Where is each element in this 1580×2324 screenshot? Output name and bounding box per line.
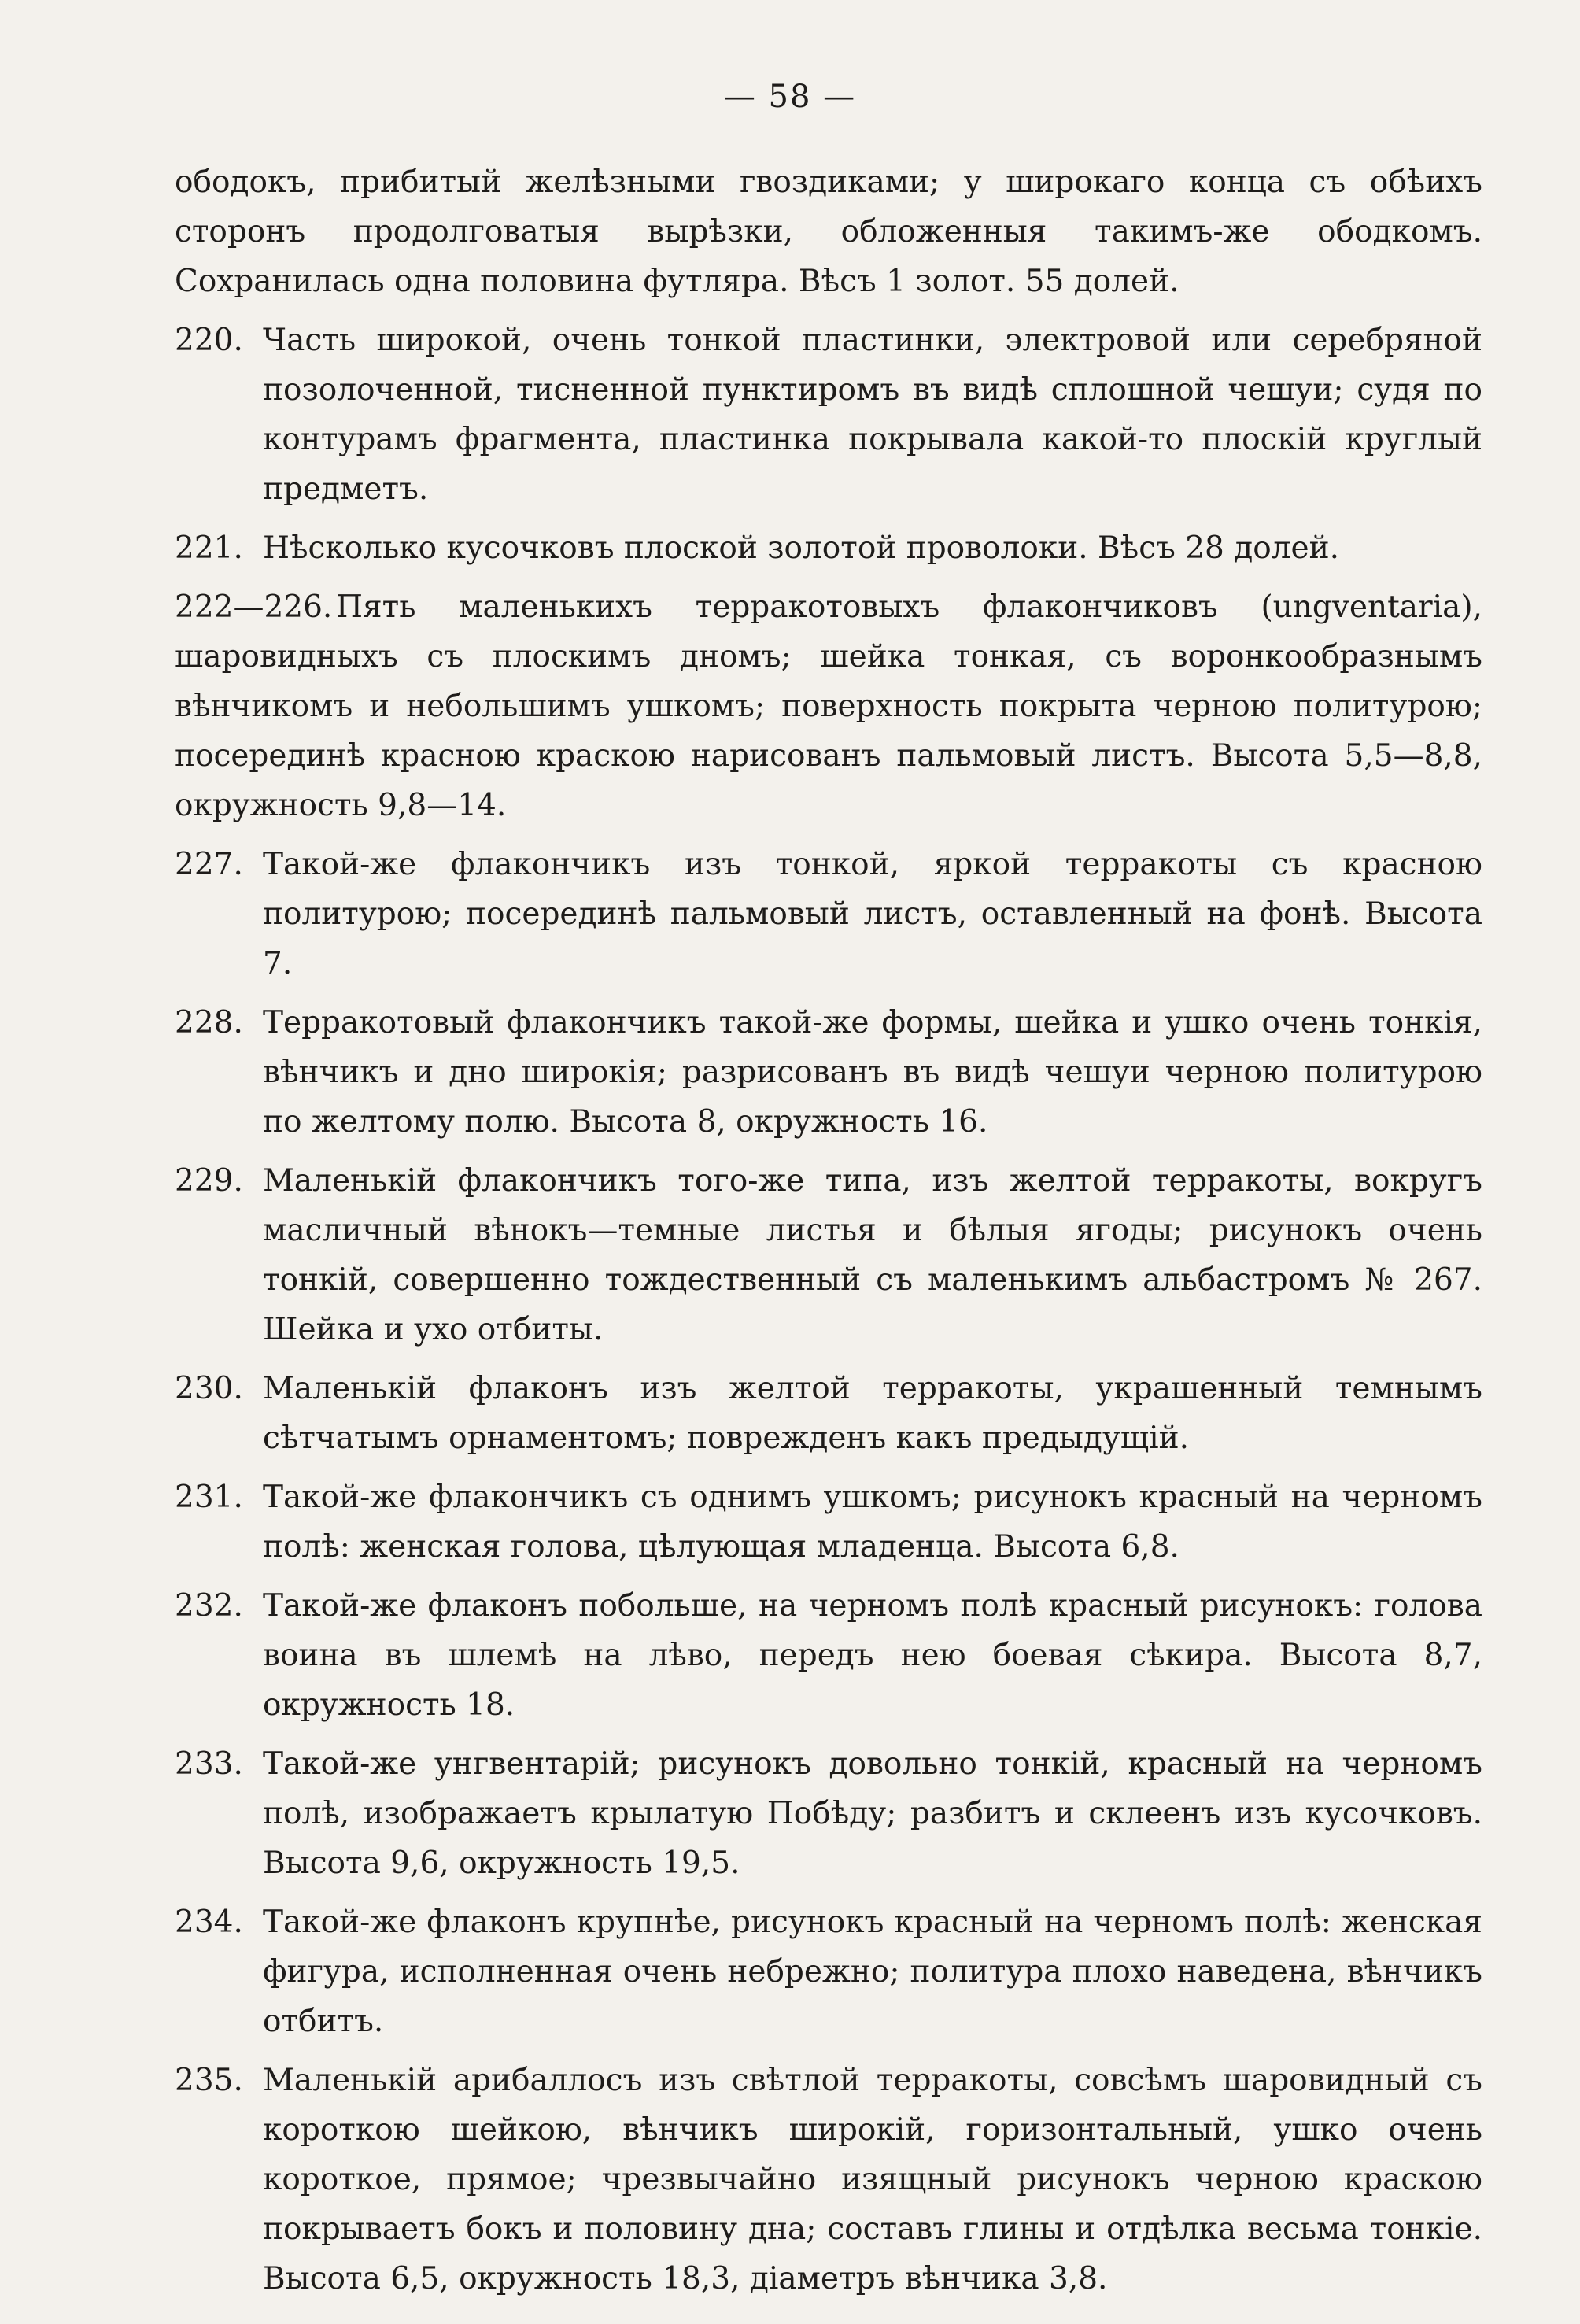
entry-text: Нѣсколько кусочковъ плоской золотой проволоки. Вѣсъ 28 долей. (263, 530, 1340, 566)
entry-text: Такой-же флакончикъ съ однимъ ушкомъ; рисунокъ красный на черномъ полѣ: женская голова, цѣлующая младенца. Высота 6,8. (263, 1480, 1482, 1565)
catalog-entry (175, 1472, 1482, 1572)
entry-text: Маленькій флакончикъ того-же типа, изъ желтой терракоты, вокругъ масличный вѣнокъ—темные листья и бѣлыя ягоды; рисунокъ очень тонкій, совершенно тождественный съ маленькимъ альбастромъ № 267. Шейка и ухо отбиты. (263, 1163, 1482, 1347)
entry-number: 220. (175, 323, 243, 358)
entry-number: 222—226. (175, 589, 333, 625)
entry-number: 228. (175, 1005, 243, 1040)
page-number: — 58 — (723, 79, 857, 115)
entry-text-content: Пять маленькихъ терракотовыхъ флакончиковъ (ungventaria), шаровидныхъ съ плоскимъ дномъ; шейка тонкая, съ воронкообразнымъ вѣнчикомъ и небольшимъ ушкомъ; поверхность покрыта черною политурою; посерединѣ красною краскою нарисованъ пальмовый листъ. Высота 5,5—8,8, окружность 9,8—14. (175, 589, 1482, 823)
entry-text: Такой-же флаконъ крупнѣе, рисунокъ красный на черномъ полѣ: женская фигура, исполненная очень небрежно; политура плохо наведена, вѣнчикъ отбитъ. (263, 1905, 1482, 2039)
entry-text: Часть широкой, очень тонкой пластинки, электровой или серебряной позолоченной, тисненной пунктиромъ въ видѣ сплошной чешуи; судя по контурамъ фрагмента, пластинка покрывала какой-то плоскій круглый предметъ. (263, 323, 1482, 507)
catalog-entry (175, 1739, 1482, 1888)
continued-paragraph: ободокъ, прибитый желѣзными гвоздиками; у широкаго конца съ обѣихъ сторонъ продолговатыя вырѣзки, обложенныя такимъ-же ободкомъ. Сохранилась одна половина футляра. Вѣсъ 1 золот. 55 долей. (175, 164, 1482, 299)
entry-number: 230. (175, 1371, 243, 1406)
catalog-entry (175, 1581, 1482, 1730)
catalog-entry (175, 2056, 1482, 2304)
entry-number: 233. (175, 1746, 243, 1782)
catalog-entry (175, 840, 1482, 988)
entry-number: 221. (175, 530, 243, 566)
entry-number: 232. (175, 1588, 243, 1624)
entry-text: Маленькій флаконъ изъ желтой терракоты, украшенный темнымъ сѣтчатымъ орнаментомъ; поврежденъ какъ предыдущій. (263, 1371, 1482, 1456)
entry-text: Такой-же унгвентарій; рисунокъ довольно тонкій, красный на черномъ полѣ, изображаетъ крылатую Побѣду; разбитъ и склеенъ изъ кусочковъ. Высота 9,6, окружность 19,5. (263, 1746, 1482, 1881)
entry-text: Терракотовый флакончикъ такой-же формы, шейка и ушко очень тонкія, вѣнчикъ и дно широкія; разрисованъ въ видѣ чешуи черною политурою по желтому полю. Высота 8, окружность 16. (263, 1005, 1482, 1140)
catalog-entry (175, 582, 1482, 830)
catalog-entry (175, 1156, 1482, 1354)
entry-number: 235. (175, 2063, 243, 2098)
catalog-entry (175, 998, 1482, 1147)
catalog-entry (175, 1364, 1482, 1463)
catalog-entry (175, 316, 1482, 514)
entry-number: 227. (175, 847, 243, 882)
entry-text: Маленькій арибаллосъ изъ свѣтлой терракоты, совсѣмъ шаровидный съ короткою шейкою, вѣнчикъ широкій, горизонтальный, ушко очень короткое, прямое; чрезвычайно изящный рисунокъ черною краскою покрываетъ бокъ и половину дна; составъ глины и отдѣлка весьма тонкіе. Высота 6,5, окружность 18,3, діаметръ вѣнчика 3,8. (263, 2063, 1482, 2296)
entry-text: Такой-же флакончикъ изъ тонкой, яркой терракоты съ красною политурою; посерединѣ пальмовый листъ, оставленный на фонѣ. Высота 7. (263, 847, 1482, 981)
page-body (175, 157, 1482, 2304)
entry-number: 231. (175, 1480, 243, 1515)
entry-number: 234. (175, 1905, 243, 1940)
entry-number: 229. (175, 1163, 243, 1199)
entry-text: Такой-же флаконъ побольше, на черномъ полѣ красный рисунокъ: голова воина въ шлемѣ на лѣво, передъ нею боевая сѣкира. Высота 8,7, окружность 18. (263, 1588, 1482, 1723)
catalog-entry (175, 1897, 1482, 2046)
catalog-entry (175, 523, 1482, 573)
